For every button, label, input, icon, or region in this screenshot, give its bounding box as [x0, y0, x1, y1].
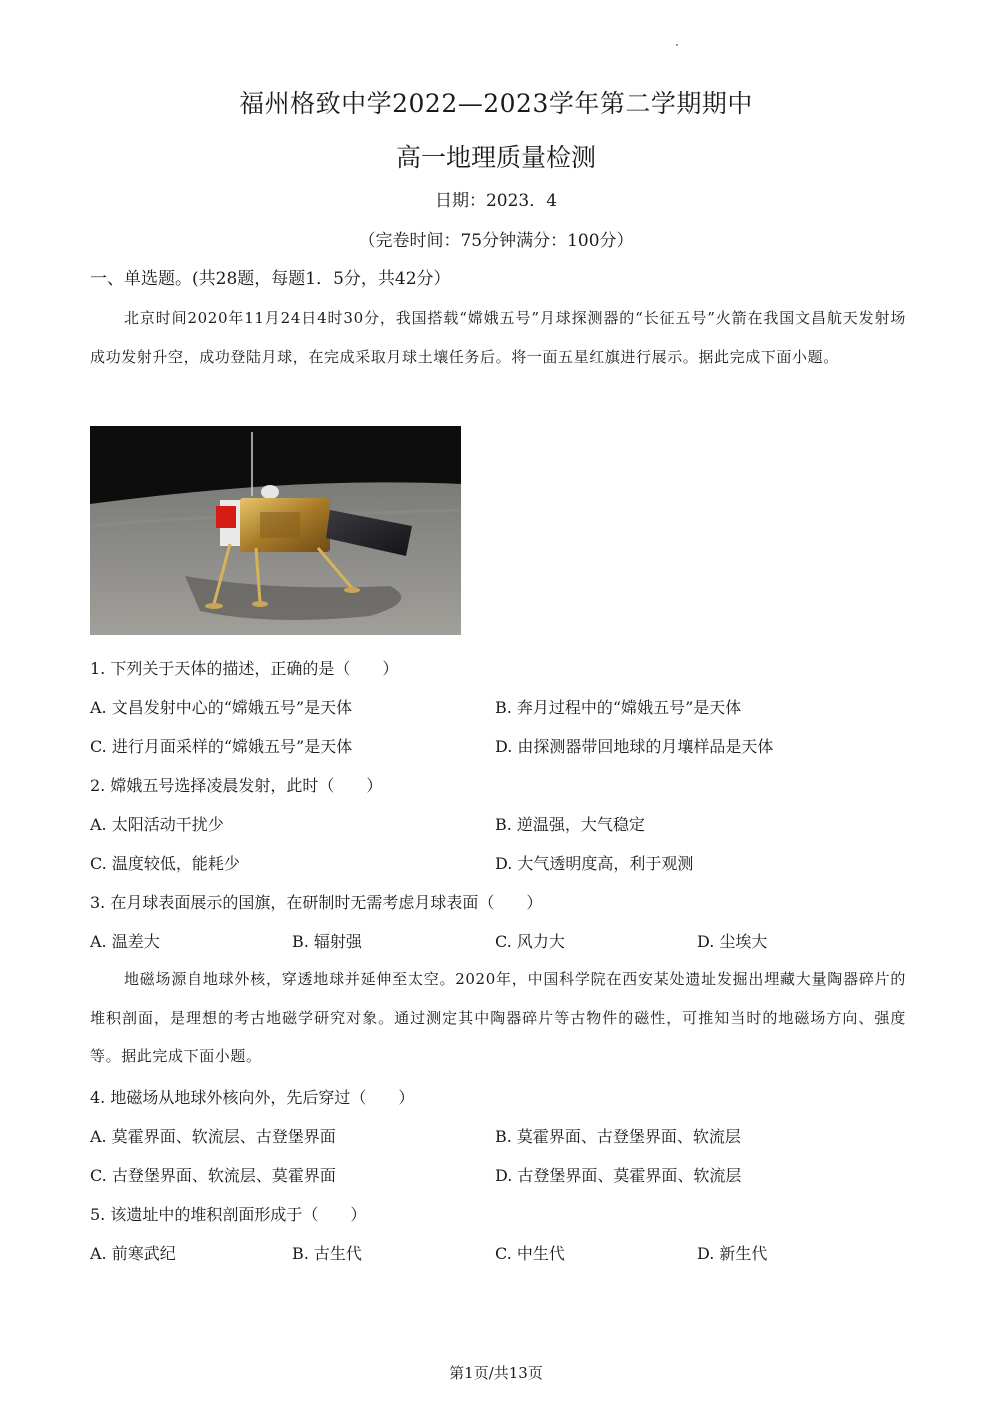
q4-option-a: A. 莫霍界面、软流层、古登堡界面 — [90, 1127, 336, 1146]
exam-subtitle: 高一地理质量检测 — [395, 143, 596, 172]
passage-1: 北京时间2020年11月24日4时30分，我国搭载“嫦娥五号”月球探测器的“长征五号”火箭在我国文昌航天发射场成功发射升空，成功登陆月球，在完成采取月球土壤任务后。将一面五星红旗进行展示。据此完成下面小题。 — [90, 309, 906, 366]
q1-option-d: D. 由探测器带回地球的月壤样品是天体 — [495, 737, 774, 756]
question-1: 1. 下列关于天体的描述，正确的是（ ） — [90, 659, 399, 678]
exam-date: 日期：2023．4 — [434, 191, 558, 211]
q1-option-b: B. 奔月过程中的“嫦娥五号”是天体 — [495, 698, 742, 717]
flag-icon — [216, 506, 236, 528]
q2-option-d: D. 大气透明度高，利于观测 — [495, 854, 694, 873]
question-2: 2. 嫦娥五号选择凌晨发射，此时（ ） — [90, 776, 383, 795]
q4-option-c: C. 古登堡界面、软流层、莫霍界面 — [90, 1166, 336, 1185]
section-heading: 一、单选题。(共28题，每题1．5分，共42分） — [90, 269, 451, 289]
q3-option-c: C. 风力大 — [495, 932, 565, 951]
decorative-dot — [676, 44, 678, 46]
q3-option-b: B. 辐射强 — [292, 932, 362, 951]
q4-option-b: B. 莫霍界面、古登堡界面、软流层 — [495, 1127, 741, 1146]
question-3: 3. 在月球表面展示的国旗，在研制时无需考虑月球表面（ ） — [90, 893, 543, 912]
q5-option-b: B. 古生代 — [292, 1244, 362, 1263]
q5-option-d: D. 新生代 — [697, 1244, 768, 1263]
q2-option-b: B. 逆温强，大气稳定 — [495, 815, 645, 834]
passage-2: 地磁场源自地球外核，穿透地球并延伸至太空。2020年，中国科学院在西安某处遗址发掘出埋藏大量陶器碎片的堆积剖面，是理想的考古地磁学研究对象。通过测定其中陶器碎片等古物件的磁性，可推知当时的地磁场方向、强度等。据此完成下面小题。 — [90, 970, 906, 1065]
q3-option-a: A. 温差大 — [90, 932, 160, 951]
exam-title: 福州格致中学2022—2023学年第二学期期中 — [239, 89, 753, 118]
page-number: 第1页/共13页 — [449, 1364, 543, 1382]
question-4: 4. 地磁场从地球外核向外，先后穿过（ ） — [90, 1088, 415, 1107]
q1-option-c: C. 进行月面采样的“嫦娥五号”是天体 — [90, 737, 353, 756]
q4-option-d: D. 古登堡界面、莫霍界面、软流层 — [495, 1166, 742, 1185]
exam-time-info: （完卷时间：75分钟满分：100分） — [358, 231, 634, 251]
q1-option-a: A. 文昌发射中心的“嫦娥五号”是天体 — [90, 698, 353, 717]
q5-option-c: C. 中生代 — [495, 1244, 565, 1263]
q2-option-c: C. 温度较低，能耗少 — [90, 854, 240, 873]
q3-option-d: D. 尘埃大 — [697, 932, 768, 951]
lander-photo-svg — [90, 426, 461, 635]
change5-lander-photo — [90, 426, 461, 635]
q2-option-a: A. 太阳活动干扰少 — [90, 815, 224, 834]
q5-option-a: A. 前寒武纪 — [90, 1244, 176, 1263]
question-5: 5. 该遗址中的堆积剖面形成于（ ） — [90, 1205, 367, 1224]
